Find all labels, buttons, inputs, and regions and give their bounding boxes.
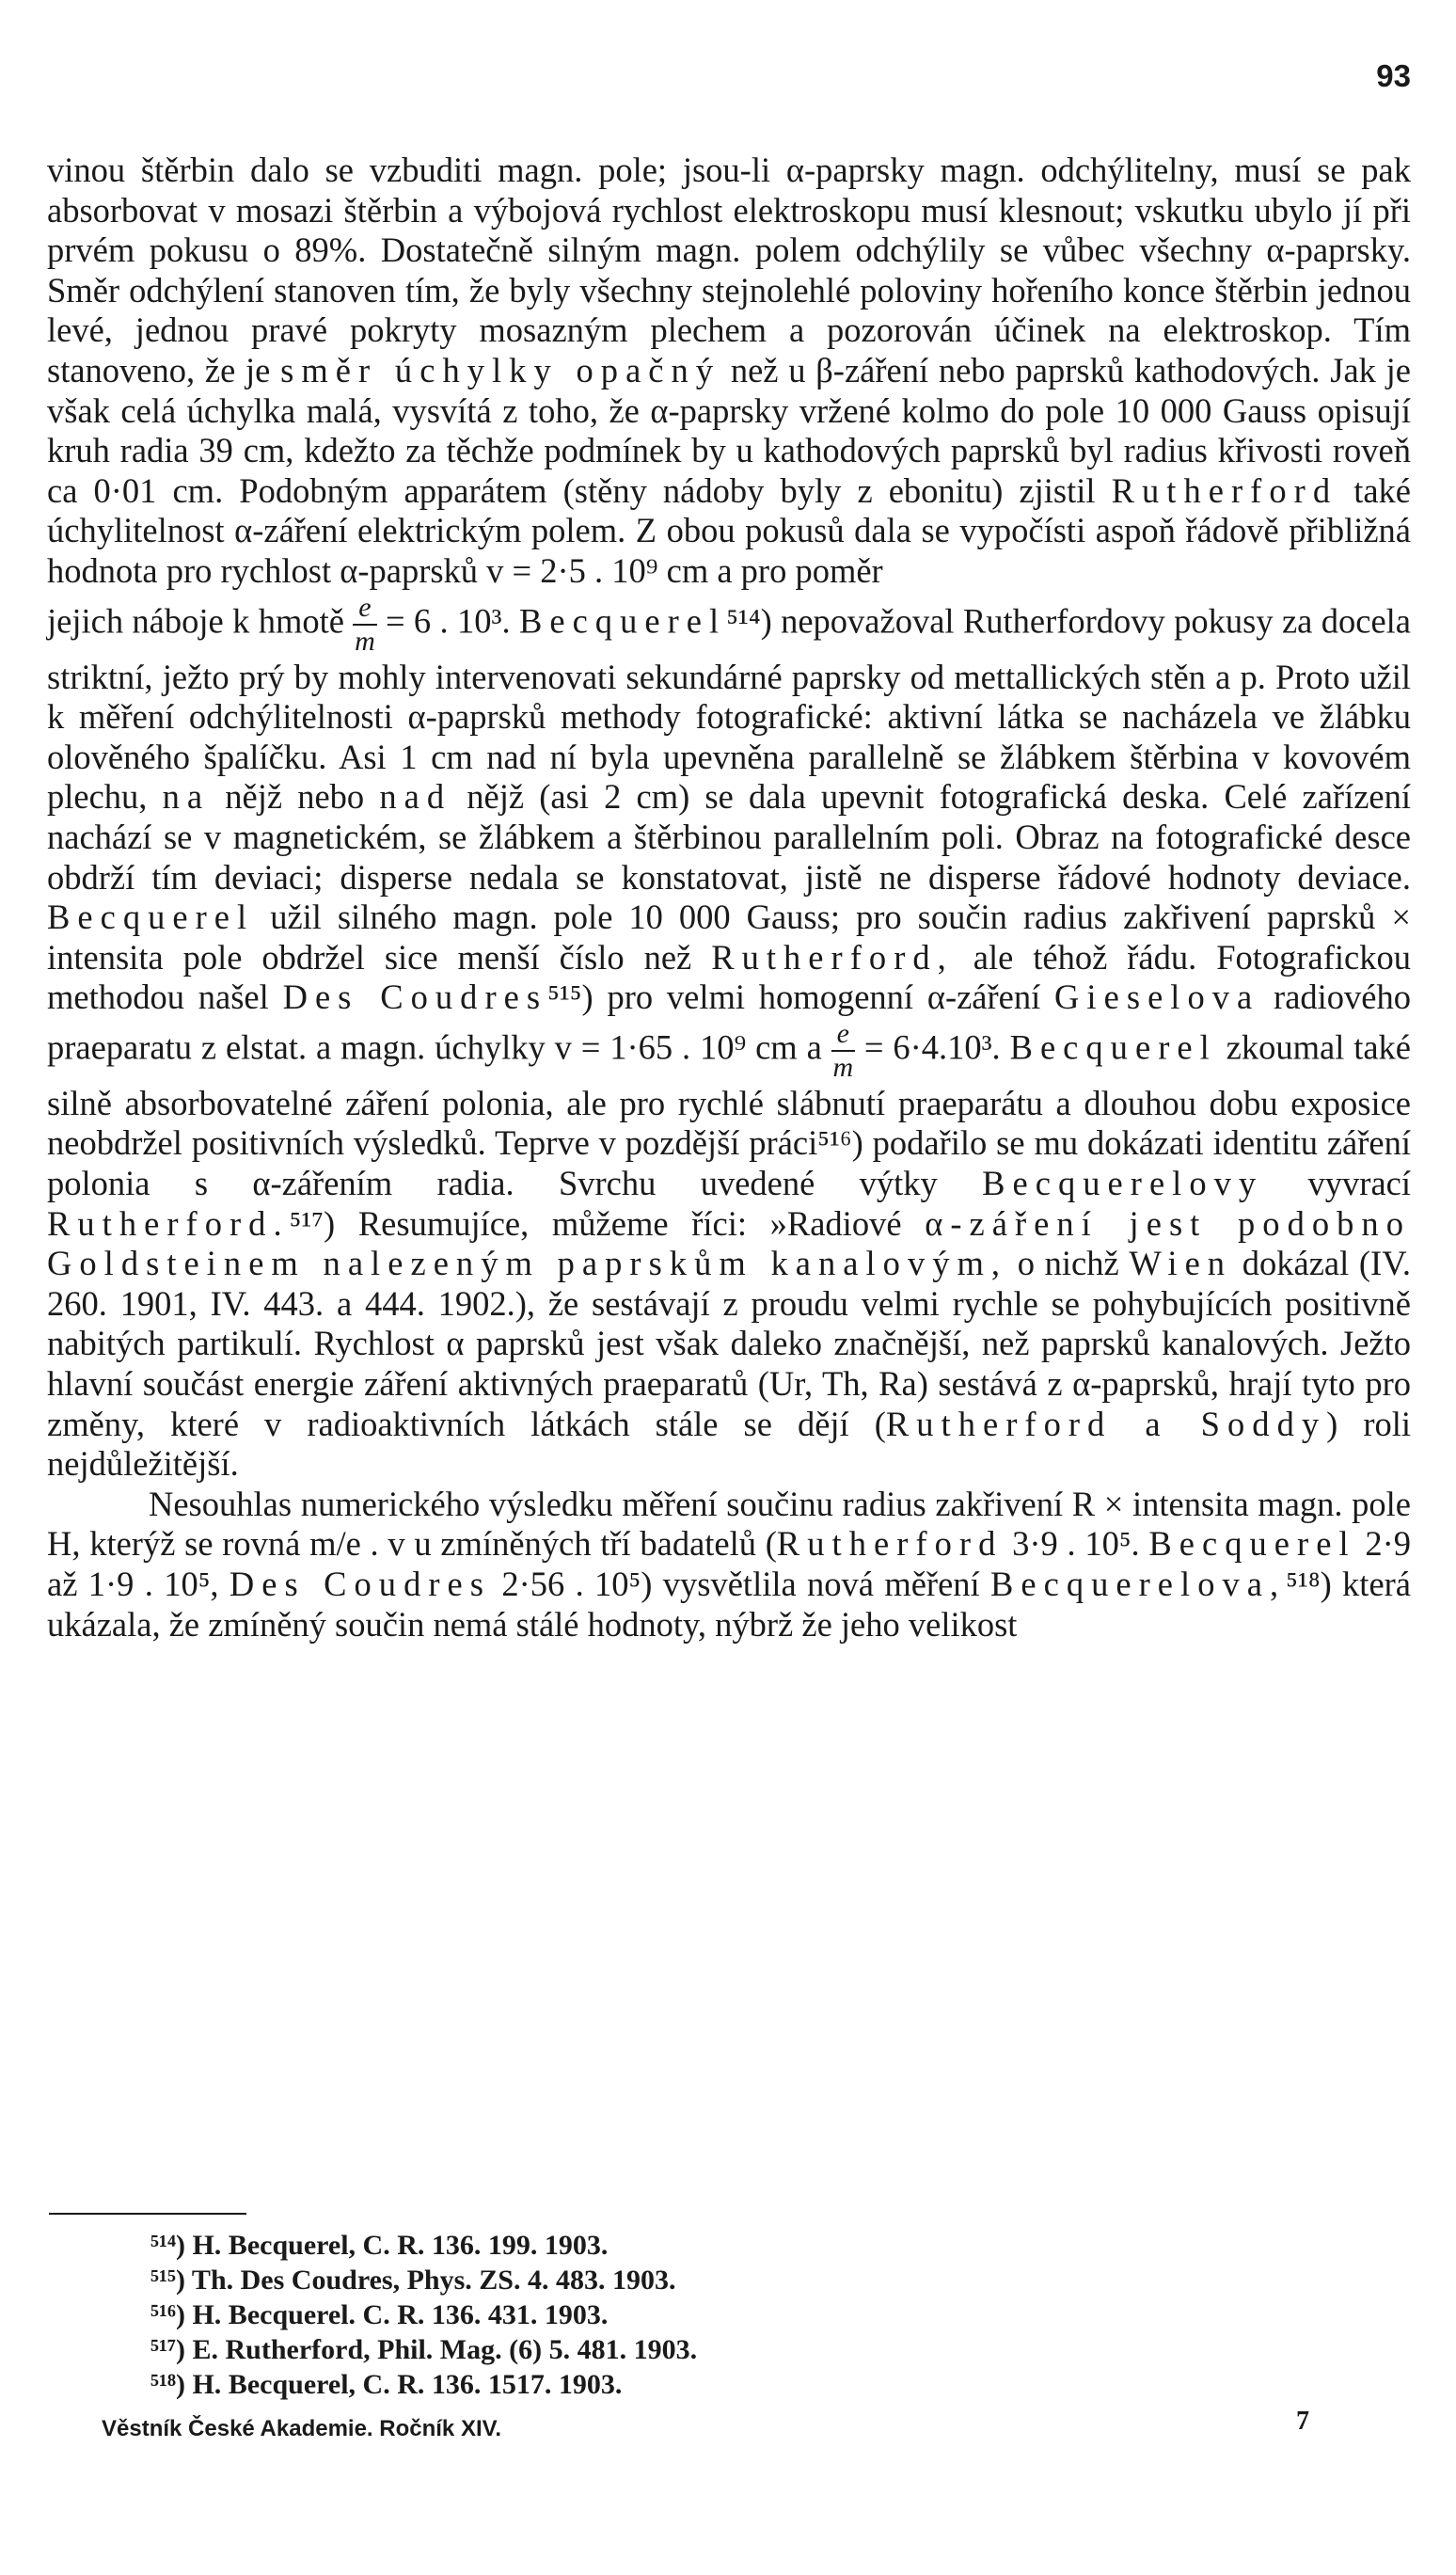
spaced-text: Gieselova bbox=[1054, 978, 1260, 1017]
text-run: ⁵¹⁵) pro velmi homogenní α-záření bbox=[547, 978, 1055, 1017]
text-run: dokázal (IV. 260. 1901, IV. 443. a 444. 1902.), že sestávají z proudu velmi rychle se pohybujících positivně nabitých partikulí. Rychlost α paprsků jest však daleko značnější, než paprsků kanalových. Ježto hlavní součást energie záření aktivných praeparatů (Ur, Th, Ra) sestává z α-paprsků, hrají tyto pro změny, které v radioaktivních látkách stále se dějí ( bbox=[47, 1244, 1411, 1443]
text-run: ) roli nejdůležitější. bbox=[47, 1404, 1412, 1484]
text-run: vinou štěrbin dalo se vzbuditi magn. pole; jsou-li α-paprsky magn. odchýlitelny, musí se pak absorbovat v mosazi štěrbin a výbojová rychlost elektroskopu musí klesnout; vskutku ubylo jí při prvém pokusu o 89%. Dostatečně silným magn. polem odchýlily se vůbec všechny α-paprsky. Směr odchýlení stanoven tím, že byly všechny stejnolehlé poloviny hořeního konce štěrbin jednou levé, jednou pravé pokryty mosazným plechem a pozorován účinek na elektroskop. Tím stanoveno, že je bbox=[47, 151, 1411, 389]
text-run: užil silného magn. pole 10 000 Gauss; pro součin radius zakřivení paprsků × intensita pole obdržel sice menší číslo než bbox=[47, 898, 1411, 977]
page-number: 93 bbox=[1376, 58, 1411, 93]
text-run: 2·9 až 1·9 . 10⁵, bbox=[47, 1524, 1412, 1603]
text-run: nějž nebo bbox=[210, 777, 380, 817]
spaced-text: Des Coudres bbox=[282, 978, 548, 1017]
spaced-text: Rutherford a Soddy bbox=[885, 1404, 1327, 1443]
spaced-text: Rutherford. bbox=[47, 1203, 290, 1243]
footnotes bbox=[150, 2228, 997, 2402]
text-run: radiového praeparatu z elstat. a magn. úchylky v = 1·65 . 10⁹ cm a bbox=[47, 978, 1412, 1067]
footnote-517: ⁵¹⁷) E. Rutherford, Phil. Mag. (6) 5. 481. 1903. bbox=[150, 2334, 698, 2365]
spaced-text: na bbox=[162, 777, 211, 817]
text-run: také úchylitelnost α-záření elektrickým polem. Z obou pokusů dala se vypočísti aspoň řádově přibližná hodnota pro rychlost α-paprsků v = 2·5 . 10⁹ cm a pro poměr bbox=[47, 470, 1411, 590]
spaced-text: Rutherford, bbox=[711, 937, 954, 977]
text-run: = 6 . 10³. bbox=[376, 600, 519, 640]
text-run: vyvrací bbox=[1263, 1164, 1411, 1203]
spaced-text: Becquerelova, bbox=[990, 1565, 1287, 1603]
fraction-denominator: m bbox=[832, 1051, 854, 1083]
fraction-numerator: e bbox=[353, 592, 376, 626]
spaced-text: směr úchylky opačný bbox=[280, 350, 721, 389]
footnote-514: ⁵¹⁴) H. Becquerel, C. R. 136. 199. 1903. bbox=[150, 2230, 609, 2261]
paragraph-2 bbox=[47, 1485, 1411, 1645]
journal-footer: Věstník České Akademie. Ročník XIV. bbox=[102, 2416, 502, 2441]
text-run: nějž (asi 2 cm) se dala upevnit fotografická deska. Celé zařízení nachází se v magnetickém, se žlábkem a štěrbinou parallelním poli. Obraz na fotografické desce obdrží tím deviaci; disperse nedala se konstatovat, jistě ne disperse řádové hodnoty deviace. bbox=[47, 777, 1411, 897]
text-run: ale téhož řádu. Fotografickou methodou našel bbox=[47, 937, 1412, 1017]
spaced-text: nad bbox=[379, 777, 452, 817]
footnote-516: ⁵¹⁶) H. Becquerel. C. R. 136. 431. 1903. bbox=[150, 2299, 609, 2330]
text-run: jejich náboje k hmotě bbox=[47, 600, 354, 640]
spaced-text: Becquerelovy bbox=[982, 1164, 1264, 1203]
text-run: než u β-záření nebo paprsků kathodových. Jak je však celá úchylka malá, vysvítá z toho, že α-paprsky vržené kolmo do pole 10 000 Gauss opisují kruh radia 39 cm, kdežto za těchže podmínek by u kathodových paprsků byl radius křivosti roveň ca 0·01 cm. Podobným apparátem (stěny nádoby byly z ebonitu) zjistil bbox=[47, 350, 1411, 510]
footnote-518: ⁵¹⁸) H. Becquerel, C. R. 136. 1517. 1903. bbox=[150, 2369, 623, 2400]
body-text bbox=[47, 151, 1411, 1645]
spaced-text: Wien bbox=[1129, 1244, 1233, 1283]
fraction-numerator: e bbox=[831, 1018, 855, 1052]
text-run: = 6·4.10³. bbox=[854, 1027, 1010, 1067]
text-run: zkoumal také silně absorbovatelné záření polonia, ale pro rychlé slábnutí praeparátu a dlouhou dobu exposice neobdržel positivních výsledků. Teprve v pozdější práci⁵¹⁶) podařilo se mu dokázati identitu záření polonia s α-zářením radia. Svrchu uvedené výtky bbox=[47, 1027, 1412, 1203]
text-run: 3·9 . 10⁵. bbox=[1003, 1524, 1149, 1564]
signature-mark: 7 bbox=[1296, 2407, 1309, 2436]
fraction-e-over-m-2 bbox=[831, 1018, 855, 1084]
spaced-text: Becquerel bbox=[518, 600, 727, 640]
fraction-e-over-m bbox=[353, 592, 376, 658]
spaced-text: Rutherford bbox=[776, 1524, 1004, 1564]
spaced-text: Becquerel bbox=[1148, 1524, 1356, 1564]
footnote-divider bbox=[49, 2213, 246, 2215]
text-run: Nesouhlas numerického výsledku měření součinu radius zakřivení R × intensita magn. pole H, kterýž se rovná m/e . v u zmíněných tří badatelů ( bbox=[47, 1484, 1411, 1564]
footnote-515: ⁵¹⁵) Th. Des Coudres, Phys. ZS. 4. 483. 1903. bbox=[150, 2265, 676, 2296]
text-run: ⁵¹⁸) která ukázala, že zmíněný součin nemá stálé hodnoty, nýbrž že jeho velikost bbox=[47, 1565, 1412, 1644]
paragraph-1 bbox=[47, 151, 1411, 1485]
text-run: ⁵¹⁴) nepovažoval Rutherfordovy pokusy za docela striktní, ježto prý by mohly intervenovati sekundárné paprsky od mettallických stěn a p. Proto užil k měření odchýlitelnosti α-paprsků methody fotografické: aktivní látka se nacházela ve žlábku olověného špalíčku. Asi 1 cm nad ní byla upevněna parallelně se žlábkem štěrbina v kovovém plechu, bbox=[47, 600, 1411, 817]
spaced-text: Rutherford bbox=[1111, 470, 1338, 510]
fraction-denominator: m bbox=[355, 625, 375, 657]
text-run: o nichž bbox=[1007, 1244, 1130, 1283]
spaced-text: Des Coudres bbox=[229, 1565, 491, 1603]
spaced-text: α-záření jest podobno Goldsteinem nalezeným paprskům kanalovým, bbox=[47, 1203, 1411, 1283]
spaced-text: Becquerel bbox=[47, 898, 255, 937]
text-run: ⁵¹⁷) Resumujíce, můžeme říci: »Radiové bbox=[289, 1203, 926, 1243]
text-run: 2·56 . 10⁵) vysvětlila nová měření bbox=[491, 1565, 990, 1603]
spaced-text: Becquerel bbox=[1009, 1027, 1217, 1067]
